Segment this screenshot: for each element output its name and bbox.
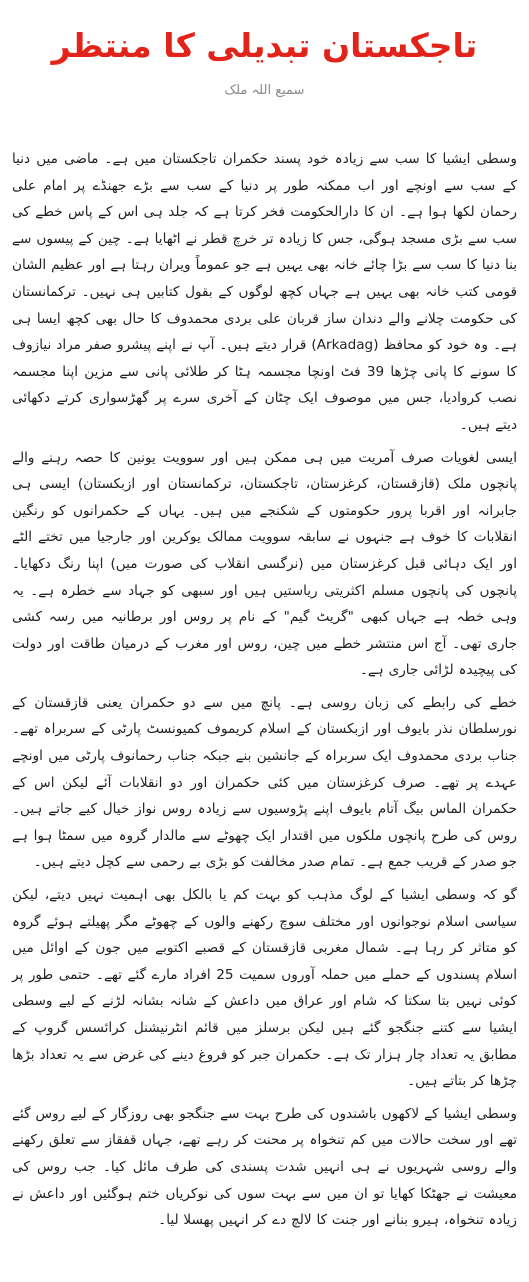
article-page (0, 24, 529, 1282)
article-paragraph-1: وسطی ایشیا کا سب سے زیادہ خود پسند حکمران تاجکستان میں ہے۔ ماضی میں دنیا کے سب سے اونچے اور اب ممکنہ طور پر دنیا کے سب سے بڑے جھنڈے پر امام علی رحمان لکھا ہوا ہے۔ ان کا دارالحکومت فخر کرتا ہے کہ جلد ہی اس کے پاس خطے کی سب سے بڑی مسجد ہوگی، جس کا زیادہ تر خرچ قطر نے اٹھایا ہے۔ چین کے پیسوں سے بنا دنیا کا سب سے بڑا چائے خانہ بھی یہیں ہے جو عموماً ویران رہتا ہے اور عظیم الشان قومی کتب خانہ بھی یہیں ہے جہاں کچھ لوگوں کے بقول کتابیں ہی نہیں۔ ترکمانستان کی حکومت چلانے والے دندان ساز قربان علی بردی محمدوف کا حال بھی کچھ ایسا ہی ہے۔ وہ خود کو محافظ (Arkadag) قرار دیتے ہیں۔ آپ نے اپنے پیشرو صفر مراد نیازوف کا سونے کا پانی چڑھا 39 فٹ اونچا مجسمہ ہٹا کر طلائی پانی سے مزین اپنا مجسمہ نصب کروادیا، جس میں موصوف ایک چٹان کے آخری سرے پر گھڑسواری کرتے دکھائی دیتے ہیں۔ (12, 151, 517, 433)
article-title: تاجکستان تبدیلی کا منتظر (51, 26, 478, 65)
article-paragraph-3: خطے کی رابطے کی زبان روسی ہے۔ پانچ میں سے دو حکمران یعنی قازقستان کے نورسلطان نذر بایوف اور ازبکستان کے اسلام کریموف کمیونسٹ پارٹی کے سربراہ تھے۔ جناب بردی محمدوف ایک سربراہ کے جانشین بنے جبکہ جناب رحمانوف پارٹی میں اونچے عہدے پر تھے۔ صرف کرغزستان میں کئی حکمران اور دو انقلابات آئے لیکن اس کے حکمران الماس بیگ آتام بایوف اپنے پڑوسیوں سے زیادہ روس نواز خیال کیے جاتے ہیں۔ روس کی طرح پانچوں ملکوں میں اقتدار ایک چھوٹے سے مالدار گروہ میں سمٹا ہوا ہے جو صدر کے قریب جمع ہے۔ تمام صدر مخالفت کو بڑی بے رحمی سے کچل دیتے ہیں۔ (12, 694, 517, 871)
article-body (10, 146, 519, 1234)
article-paragraph-4: گو کہ وسطی ایشیا کے لوگ مذہب کو بہت کم یا بالکل بھی اہمیت نہیں دیتے، لیکن سیاسی اسلام نوجوانوں اور مختلف سوچ رکھنے والوں کے چھوٹے مگر پھیلتے ہوئے گروہ کو متاثر کر رہا ہے۔ شمال مغربی قازقستان کے قصبے اکتوبے میں جون کے اوائل میں اسلام پسندوں کے حملے میں حملہ آوروں سمیت 25 افراد مارے گئے تھے۔ حتمی طور پر کوئی نہیں بتا سکتا کہ شام اور عراق میں داعش کے شانہ بشانہ لڑنے کے لیے وسطی ایشیا سے کتنے جنگجو گئے ہیں لیکن برسلز میں قائم انٹرنیشنل کرائسس گروپ کے مطابق یہ تعداد چار ہزار تک ہے۔ حکمران جبر کو فروغ دینے کی غرض سے یہ تعداد بڑھا چڑھا کر بتاتے ہیں۔ (12, 887, 517, 1090)
article-paragraph-5: وسطی ایشیا کے لاکھوں باشندوں کی طرح بہت سے جنگجو بھی روزگار کے لیے روس گئے تھے اور سخت حالات میں کم تنخواہ پر محنت کر رہے تھے، جہاں قفقاز سے تعلق رکھنے والے روسی شہریوں نے ہی انہیں شدت پسندی کی طرف مائل کیا۔ جب روس کی معیشت نے جھٹکا کھایا تو ان میں سے بہت سوں کی نوکریاں ختم ہوگئیں اور داعش نے زیادہ تنخواہ، ہیرو بنانے اور جنت کا لالچ دے کر انہیں پھسلا لیا۔ (12, 1105, 517, 1229)
article-paragraph-2: ایسی لغویات صرف آمریت میں ہی ممکن ہیں اور سوویت یونین کا حصہ رہنے والے پانچوں ملک (قازقستان، کرغزستان، تاجکستان، ترکمانستان اور ازبکستان) ایسی ہی جابرانہ اور اقربا پرور حکومتوں کے شکنجے میں ہیں۔ یہاں کے حکمرانوں کو رنگین انقلابات کا خوف ہے جنہوں نے سابقہ سوویت ممالک یوکرین اور جارجیا میں تختے الٹے اور ایک دہائی قبل کرغزستان میں (نرگسی انقلاب کی صورت میں) اپنا رنگ دکھایا۔ پانچوں کی پانچوں مسلم اکثریتی ریاستیں ہیں اور سبھی کو جہاد سے خطرہ ہے۔ یہ وہی خطہ ہے جہاں کبھی "گریٹ گیم" کے نام پر روس اور برطانیہ میں رسہ کشی جاری تھی۔ آج اس منتشر خطے میں چین، روس اور مغرب کے درمیان طاقت اور دولت کی پیچیدہ لڑائی جاری ہے۔ (12, 449, 517, 679)
author-byline: سمیع اللہ ملک (224, 83, 305, 98)
